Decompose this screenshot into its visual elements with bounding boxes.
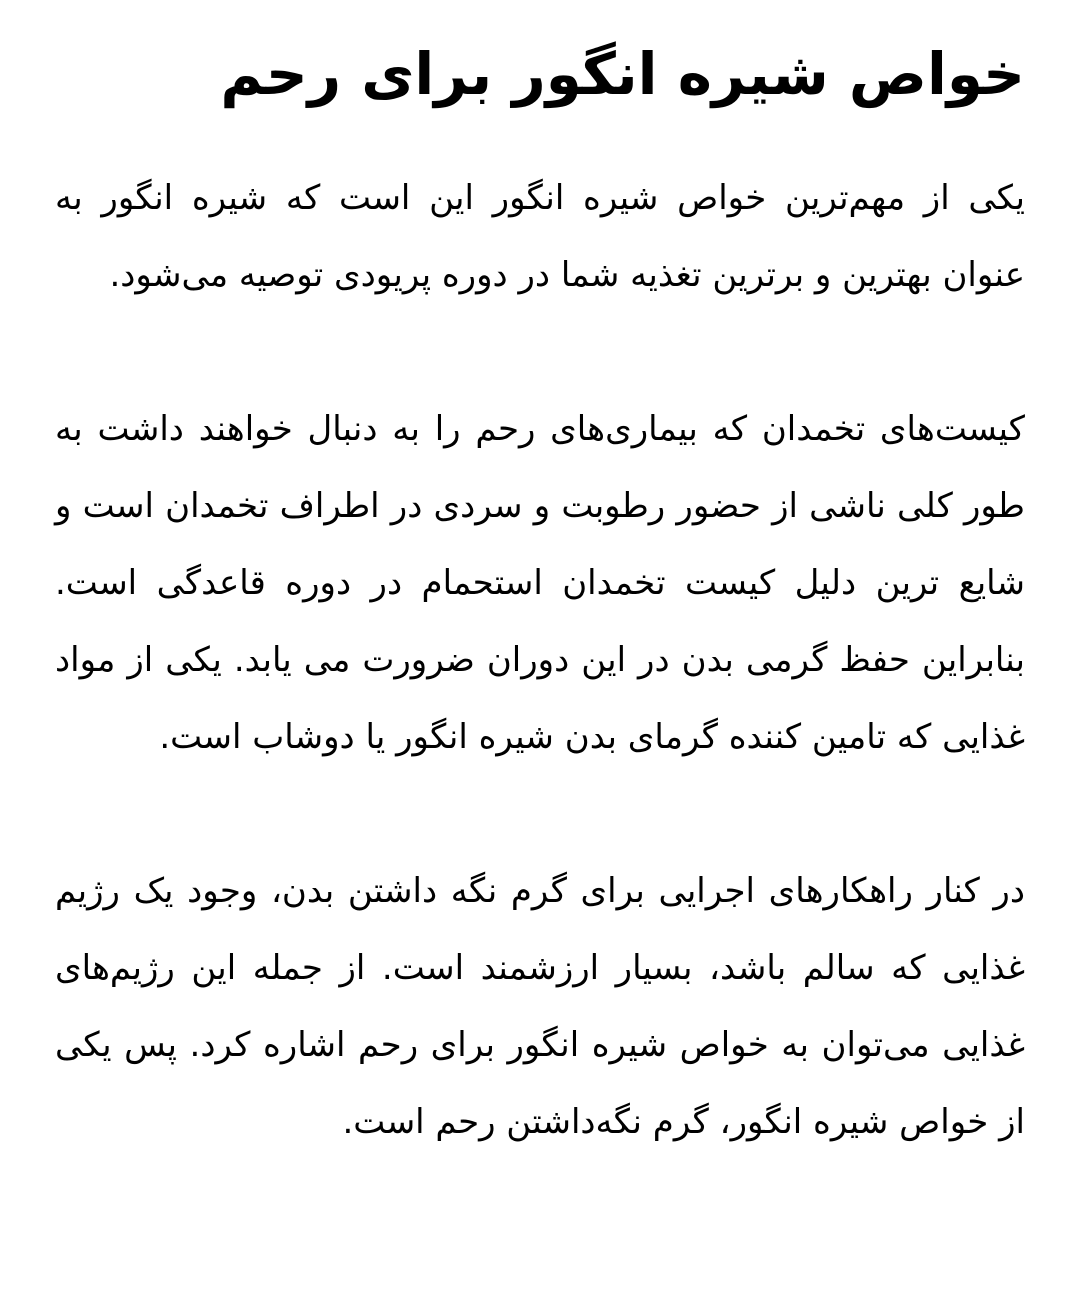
article-title: خواص شیره انگور برای رحم xyxy=(220,40,1025,108)
article-body xyxy=(55,160,1025,1161)
article-paragraph: در کنار راهکارهای اجرایی برای گرم نگه داشتن بدن، وجود یک رژیم غذایی که سالم باشد، بسیار ارزشمند است. از جمله این رژیم‌های غذایی می‌توان به خواص شیره انگور برای رحم اشاره کرد. پس یکی از خواص شیره انگور، گرم نگه‌داشتن رحم است. xyxy=(55,871,1025,1142)
article-paragraph: یکی از مهم‌ترین خواص شیره انگور این است که شیره انگور به عنوان بهترین و برترین تغذیه شما در دوره پریودی توصیه می‌شود. xyxy=(55,178,1025,295)
article-paragraph: کیست‌های تخمدان که بیماری‌های رحم را به دنبال خواهند داشت به طور کلی ناشی از حضور رطوبت و سردی در اطراف تخمدان است و شایع ترین دلیل کیست تخمدان استحمام در دوره قاعدگی است. بنابراین حفظ گرمی بدن در این دوران ضرورت می یابد. یکی از مواد غذایی که تامین کننده گرمای بدن شیره انگور یا دوشاب است. xyxy=(55,409,1025,757)
